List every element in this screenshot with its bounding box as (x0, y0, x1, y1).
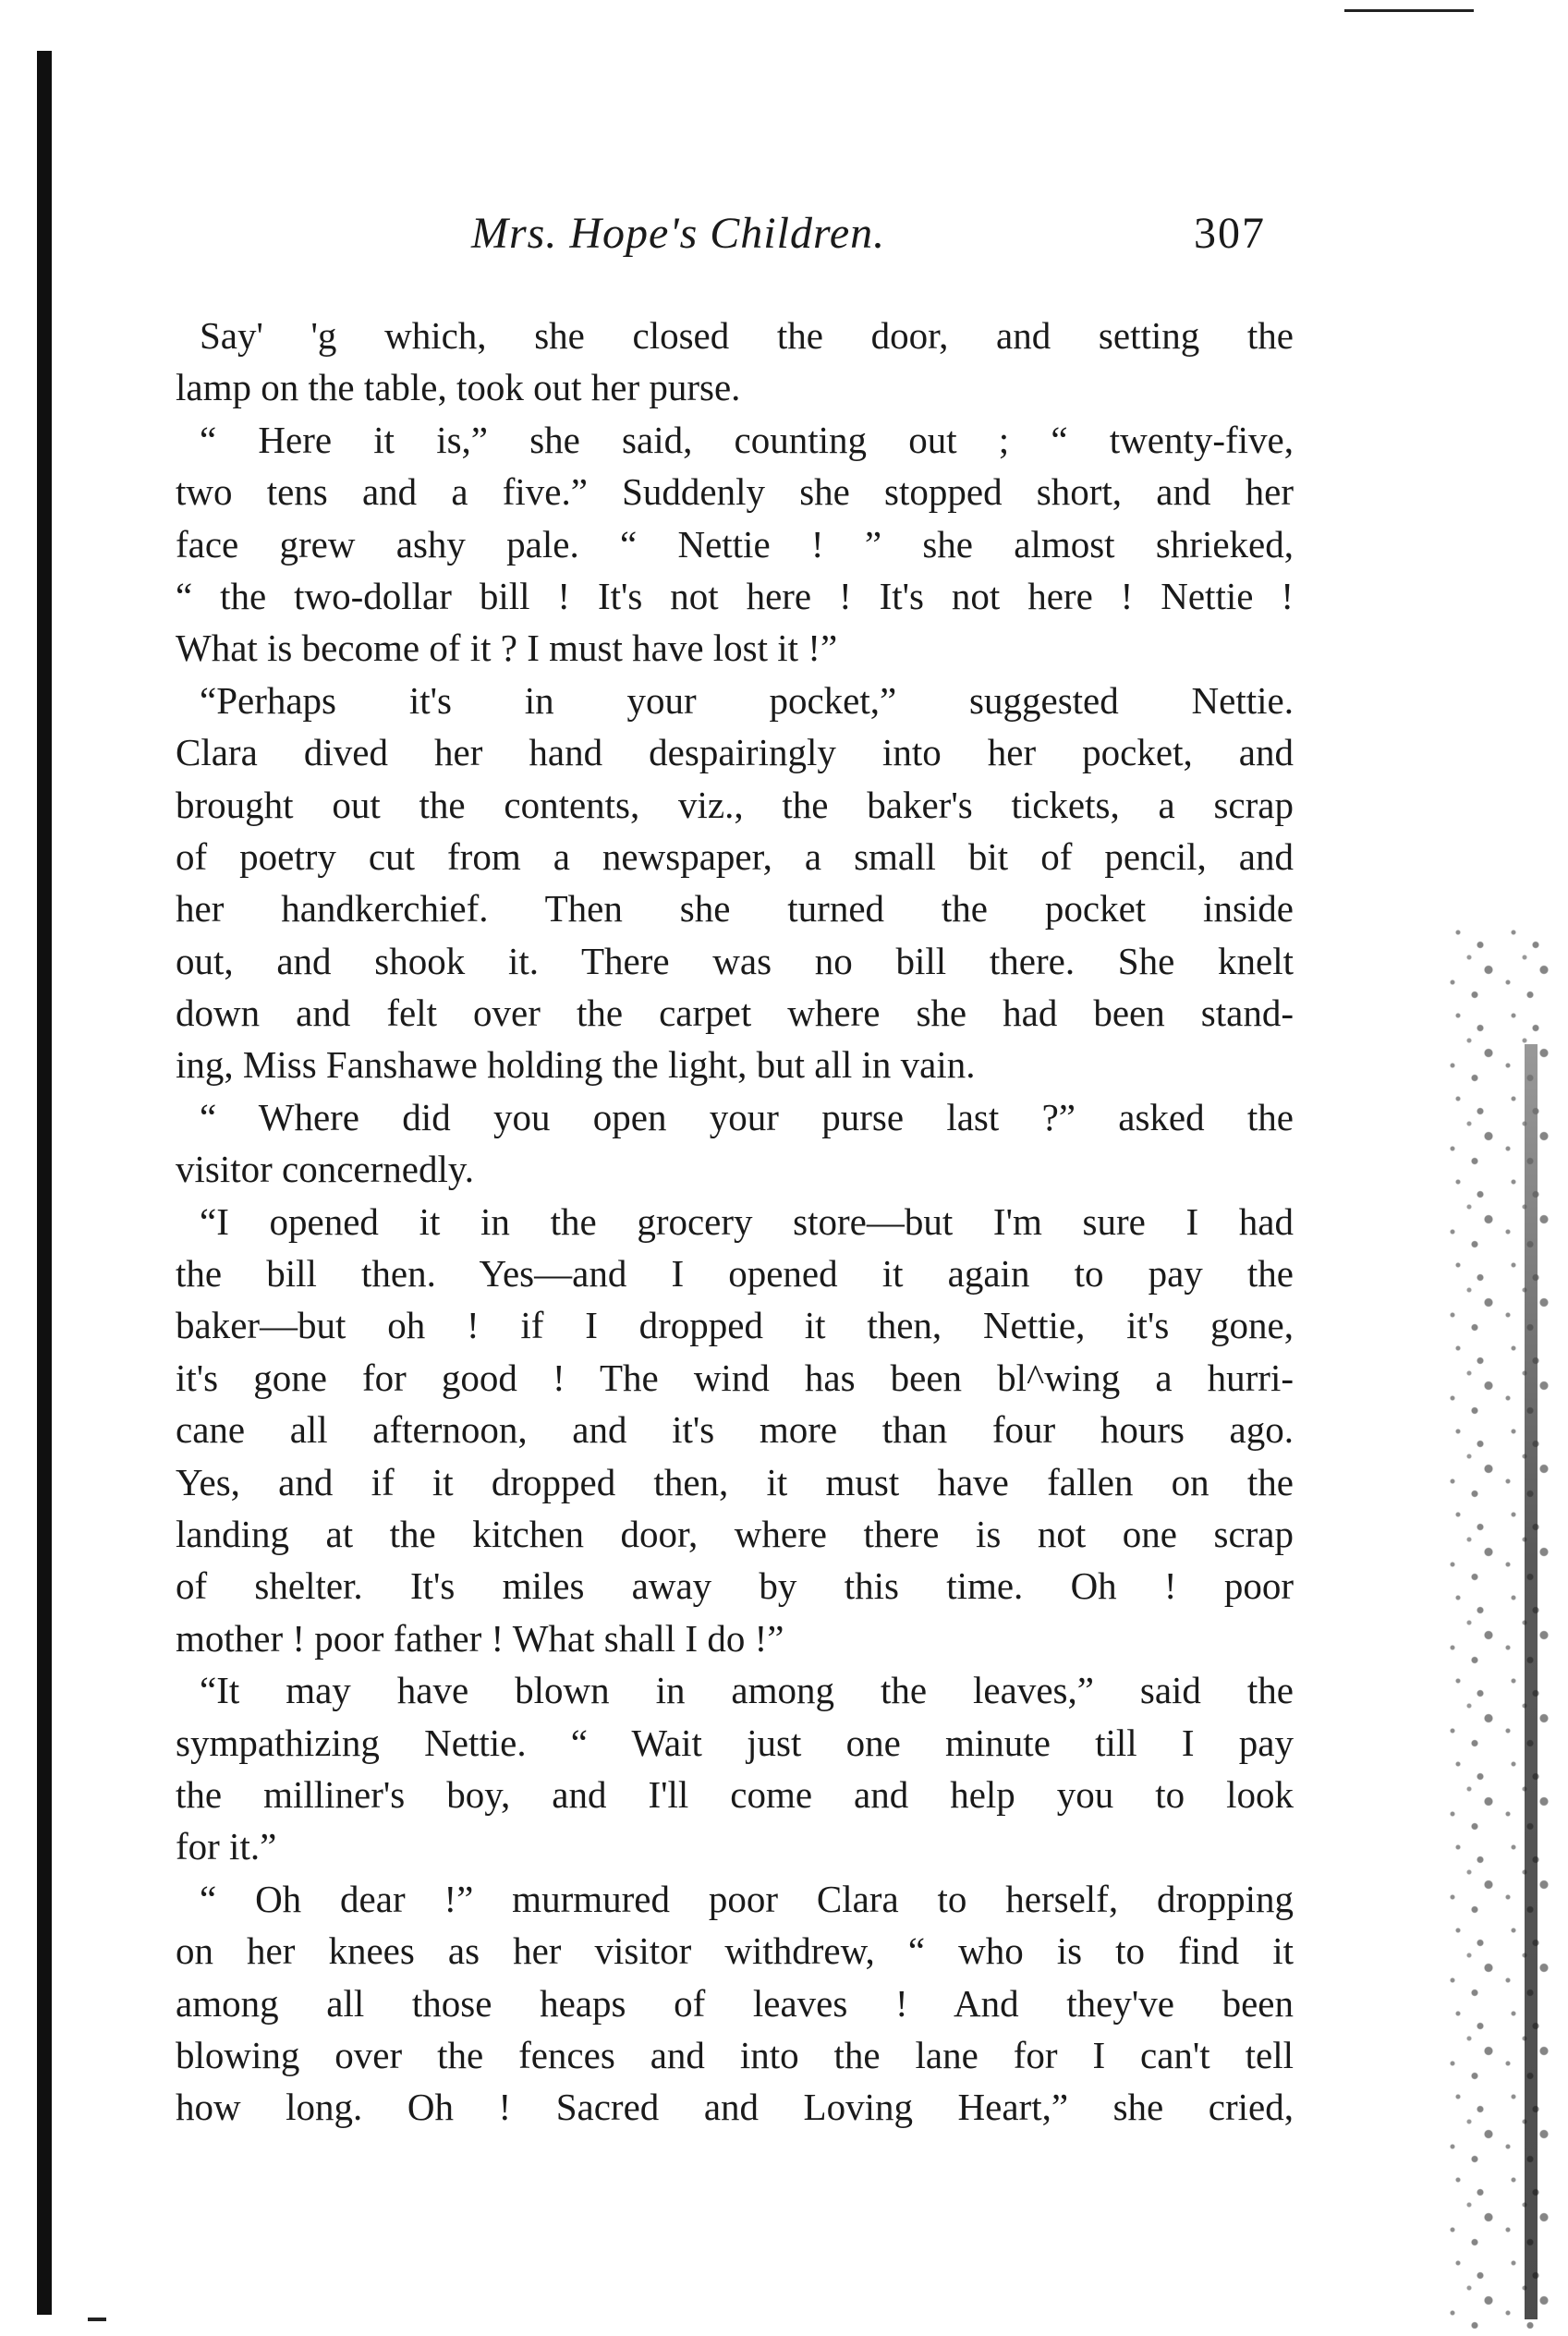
text-line: “It may have blown in among the leaves,” said the (200, 1669, 1294, 1712)
text-line: on her knees as her visitor withdrew, “ who is to find it (176, 1929, 1294, 1973)
scan-mark (88, 2318, 106, 2321)
text-line: What is become of it ? I must have lost it !” (176, 627, 838, 670)
text-line: cane all afternoon, and it's more than four hours ago. (176, 1408, 1294, 1452)
text-line: face grew ashy pale. “ Nettie ! ” she almost shrieked, (176, 522, 1294, 566)
text-line: “ the two-dollar bill ! It's not here ! It's not here ! Nettie ! (176, 574, 1294, 617)
text-line: her handkerchief. Then she turned the pocket inside (176, 887, 1294, 931)
text-line: ing, Miss Fanshawe holding the light, but all in vain. (176, 1043, 976, 1087)
text-line: “ Where did you open your purse last ?” asked the (200, 1095, 1294, 1138)
text-line: “ Here it is,” she said, counting out ; “ twenty-five, (200, 418, 1294, 461)
body-text (176, 310, 1294, 2134)
text-line: mother ! poor father ! What shall I do !” (176, 1616, 784, 1660)
text-line: down and felt over the carpet where she had been stand- (176, 992, 1294, 1035)
text-line: sympathizing Nettie. “ Wait just one minute till I pay (176, 1721, 1294, 1764)
text-line: how long. Oh ! Sacred and Loving Heart,” she cried, (176, 2086, 1294, 2129)
text-line: Yes, and if it dropped then, it must have fallen on the (176, 1460, 1294, 1503)
text-line: of poetry cut from a newspaper, a small bit of pencil, and (176, 834, 1294, 878)
text-line: the bill then. Yes—and I opened it again to pay the (176, 1252, 1294, 1296)
text-line: for it.” (176, 1825, 277, 1868)
text-line: visitor concernedly. (176, 1148, 474, 1191)
text-line: Say' 'g which, she closed the door, and setting the (200, 314, 1294, 357)
page-edge-shadow (1525, 1044, 1538, 2319)
text-line: among all those heaps of leaves ! And they've been (176, 1981, 1294, 2025)
text-line: “I opened it in the grocery store—but I'm sure I had (200, 1199, 1294, 1243)
text-line: “Perhaps it's in your pocket,” suggested Nettie. (200, 678, 1294, 722)
running-title: Mrs. Hope's Children. (471, 209, 886, 258)
text-line: the milliner's boy, and I'll come and help you to look (176, 1772, 1294, 1816)
binding-edge-shadow (37, 51, 52, 2315)
text-line: two tens and a five.” Suddenly she stopped short, and her (176, 470, 1294, 514)
text-line: blowing over the fences and into the lane for I can't tell (176, 2033, 1294, 2076)
text-line: lamp on the table, took out her purse. (176, 366, 741, 409)
text-line: baker—but oh ! if I dropped it then, Nettie, it's gone, (176, 1304, 1294, 1347)
text-line: out, and shook it. There was no bill there. She knelt (176, 939, 1294, 982)
page-number: 307 (1194, 209, 1266, 258)
text-line: Clara dived her hand despairingly into her pocket, and (176, 731, 1294, 774)
text-line: brought out the contents, viz., the baker's tickets, a scrap (176, 783, 1294, 826)
page-header (176, 208, 1294, 273)
text-line: of shelter. It's miles away by this time. Oh ! poor (176, 1564, 1294, 1608)
text-line: landing at the kitchen door, where there is not one scrap (176, 1512, 1294, 1555)
text-line: it's gone for good ! The wind has been bl^wing a hurri- (176, 1356, 1294, 1399)
scan-rule (1344, 9, 1474, 12)
text-line: “ Oh dear !” murmured poor Clara to herself, dropping (200, 1877, 1294, 1920)
